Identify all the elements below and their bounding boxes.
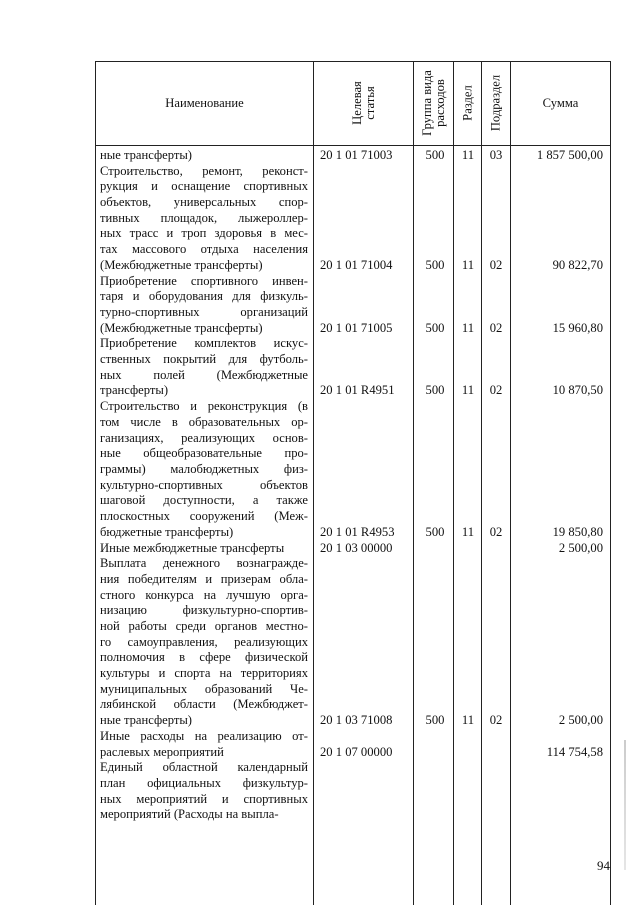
row-name-line: шаговой доступности, а также <box>100 493 308 508</box>
row-section: 11 <box>461 320 475 335</box>
row-name-line: культурно-спортивных объектов <box>100 477 308 492</box>
row-name-line: Строительство и реконструкция (в <box>100 399 308 414</box>
row-name <box>100 274 308 337</box>
row-name-line: раслевых мероприятий <box>100 744 224 759</box>
row-name-line: (Межбюджетные трансферты) <box>100 320 263 335</box>
row-name-line: бюджетные трансферты) <box>100 524 234 539</box>
row-subsection: 02 <box>489 257 503 272</box>
row-name-line: Иные межбюджетные трансферты <box>100 540 285 555</box>
row-target-code: 20 1 07 00000 <box>320 744 393 759</box>
row-expense-group: 500 <box>425 257 445 272</box>
header-name-label: Наименование <box>165 95 244 110</box>
row-name-line: муниципальных образований Че- <box>100 681 308 696</box>
row-expense-group: 500 <box>425 713 445 728</box>
header-subsection <box>482 61 510 145</box>
row-subsection: 02 <box>489 320 503 335</box>
header-group-line2: расходов <box>432 79 447 127</box>
table-row <box>95 164 610 274</box>
header-section-label: Раздел <box>460 85 474 121</box>
table-row <box>95 729 610 760</box>
row-name-line: го самоуправления, реализующих <box>100 634 308 649</box>
row-name-line: ния победителям и призерам обла- <box>100 571 308 586</box>
row-section: 11 <box>461 148 475 162</box>
row-name-line: ных трасс и троп здоровья в мес- <box>100 226 308 241</box>
row-sum: 90 822,70 <box>552 257 603 272</box>
row-name <box>100 541 308 557</box>
table-row <box>95 760 610 823</box>
row-target-code: 20 1 01 71004 <box>320 257 393 272</box>
header-sum-label: Сумма <box>542 95 579 110</box>
row-target-code: 20 1 03 00000 <box>320 540 393 555</box>
row-name-line: Строительство, ремонт, реконст- <box>100 163 308 178</box>
row-target-code: 20 1 01 R4951 <box>320 383 395 398</box>
row-section: 11 <box>461 713 475 728</box>
table-row <box>95 399 610 540</box>
row-expense-group: 500 <box>425 524 445 539</box>
row-name-line: турно-спортивных организаций <box>100 304 308 319</box>
table-row <box>95 336 610 399</box>
row-name-line: Иные расходы на реализацию от- <box>100 728 308 743</box>
col-border-right <box>610 61 611 905</box>
row-name <box>100 729 308 760</box>
row-name-line: Приобретение комплектов искус- <box>100 336 308 351</box>
row-name-line: том числе в образовательных ор- <box>100 414 308 429</box>
row-name-line: Единый областной календарный <box>100 760 308 775</box>
row-name-line: рукция и оснащение спортивных <box>100 179 308 194</box>
row-name <box>100 148 308 164</box>
table-row <box>95 274 610 337</box>
row-name-line: тивных площадок, лыжероллер- <box>100 210 308 225</box>
scan-artifact <box>624 740 626 870</box>
row-name-line: лябинской области (Межбюджет- <box>100 697 308 712</box>
header-name <box>96 61 313 145</box>
header-group <box>414 61 453 145</box>
row-name-line: ных полей (Межбюджетные <box>100 367 308 382</box>
row-name <box>100 336 308 399</box>
row-name-line: Выплата денежного вознагражде- <box>100 556 308 571</box>
table-row <box>95 556 610 729</box>
row-name-line: полномочия в сфере физической <box>100 650 308 665</box>
row-sum: 10 870,50 <box>552 383 603 398</box>
row-target-code: 20 1 03 71008 <box>320 713 393 728</box>
row-name-line: ной работы среди органов местно- <box>100 618 308 633</box>
row-name-line: объектов, универсальных спор- <box>100 195 308 210</box>
row-sum: 114 754,58 <box>546 744 603 759</box>
row-name-line: таря и оборудования для физкуль- <box>100 289 308 304</box>
row-section: 11 <box>461 524 475 539</box>
row-sum: 2 500,00 <box>558 540 603 555</box>
row-section: 11 <box>461 383 475 398</box>
row-name-line: план официальных физкультур- <box>100 775 308 790</box>
table-row <box>95 541 610 557</box>
header-section <box>454 61 481 145</box>
row-name-line: ганизациях, реализующих основ- <box>100 430 308 445</box>
row-name <box>100 399 308 540</box>
row-name-line: Приобретение спортивного инвен- <box>100 273 308 288</box>
row-subsection: 02 <box>489 383 503 398</box>
row-section: 11 <box>461 257 475 272</box>
row-name-line: граммы) малобюджетных физ- <box>100 461 308 476</box>
row-name-line: культуры и спорта на территориях <box>100 666 308 680</box>
row-name-line: ных мероприятий и спортивных <box>100 791 308 806</box>
row-name-line: ные трансферты) <box>100 148 193 162</box>
table-row <box>95 148 610 164</box>
row-name-line: плоскостных сооружений (Меж- <box>100 509 308 523</box>
row-expense-group: 500 <box>425 320 445 335</box>
row-subsection: 02 <box>489 713 503 728</box>
header-target-line2: статья <box>362 86 377 120</box>
row-name-line: ные трансферты) <box>100 713 193 728</box>
row-sum: 19 850,80 <box>552 524 603 539</box>
row-name-line: трансферты) <box>100 383 169 398</box>
row-name <box>100 164 308 274</box>
header-sum <box>511 61 610 145</box>
row-expense-group: 500 <box>425 148 445 162</box>
row-name-line: низацию физкультурно-спортив- <box>100 603 308 618</box>
row-sum: 2 500,00 <box>558 713 603 728</box>
header-target <box>314 61 413 145</box>
row-name-line: тах массового отдыха населения <box>100 242 308 257</box>
row-name-line: стного конкурса на лучшую орга- <box>100 587 308 602</box>
row-target-code: 20 1 01 71005 <box>320 320 393 335</box>
header-subsection-label: Подраздел <box>488 74 503 132</box>
row-target-code: 20 1 01 71003 <box>320 148 393 162</box>
row-target-code: 20 1 01 R4953 <box>320 524 395 539</box>
row-sum: 1 857 500,00 <box>536 148 603 162</box>
row-name <box>100 556 308 729</box>
row-subsection: 02 <box>489 524 503 539</box>
header-group-line1: Группа вида <box>419 70 434 136</box>
row-name-line: ные общеобразовательные про- <box>100 446 308 461</box>
row-name-line: мероприятий (Расходы на выпла- <box>100 807 279 822</box>
row-name-line: (Межбюджетные трансферты) <box>100 257 263 272</box>
row-subsection: 03 <box>489 148 503 162</box>
row-sum: 15 960,80 <box>552 320 603 335</box>
row-name-line: ственных покрытий для футболь- <box>100 352 308 367</box>
page-number: 94 <box>597 858 610 873</box>
row-name <box>100 760 308 823</box>
header-bottom-border <box>95 145 610 146</box>
header-target-line1: Целевая <box>349 81 364 125</box>
row-expense-group: 500 <box>425 383 445 398</box>
